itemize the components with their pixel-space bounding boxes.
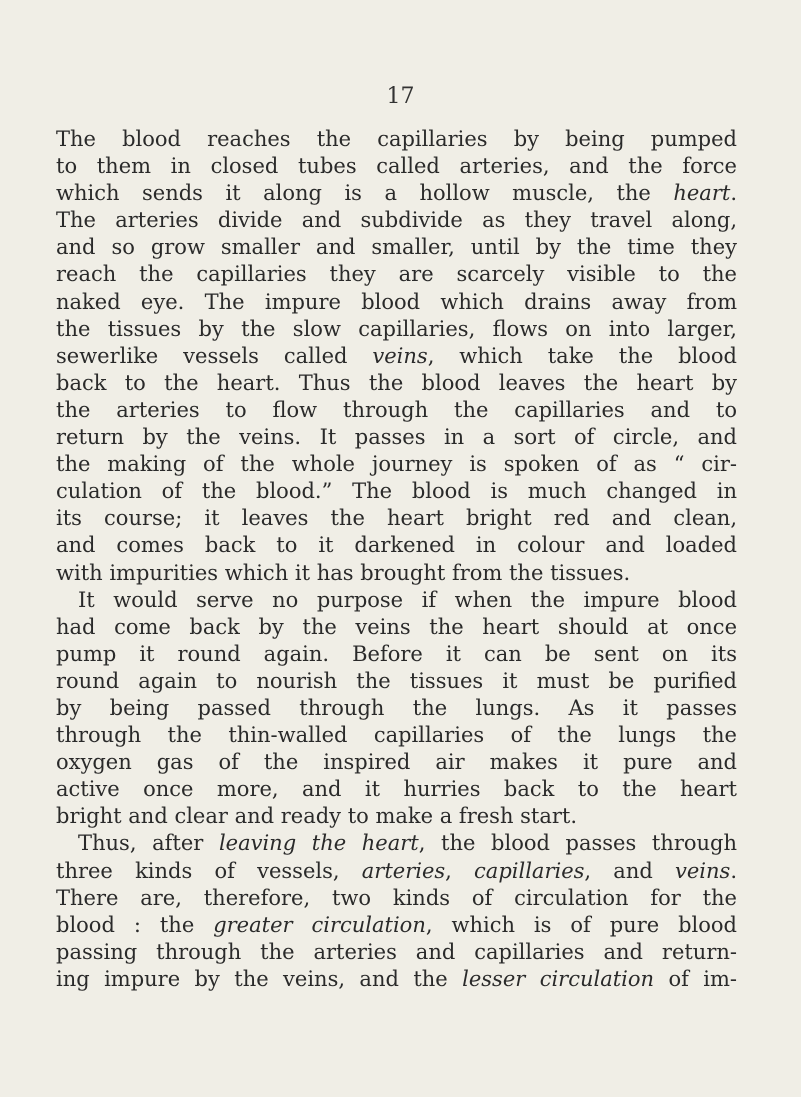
text-line bbox=[56, 587, 737, 614]
text-run: to them in closed tubes called arteries, and the force bbox=[56, 154, 737, 179]
text-run: the making of the whole journey is spoken of as “ cir- bbox=[56, 452, 737, 477]
text-line bbox=[56, 505, 737, 532]
text-run: , the blood passes through bbox=[418, 831, 737, 856]
text-run: round again to nourish the tissues it must be purified bbox=[56, 668, 737, 693]
text-line bbox=[56, 966, 737, 993]
text-run: back to the heart. Thus the blood leaves the heart by bbox=[56, 370, 737, 395]
text-run: ing impure by the veins, and the bbox=[56, 966, 463, 991]
text-run: . bbox=[730, 181, 737, 206]
italic-term: capillaries bbox=[474, 858, 585, 883]
text-run: , which is of pure blood bbox=[425, 912, 737, 937]
text-run: active once more, and it hurries back to the heart bbox=[56, 777, 737, 802]
text-line bbox=[56, 478, 737, 505]
text-run: The arteries divide and subdivide as they travel along, bbox=[56, 208, 737, 233]
text-run: the arteries to flow through the capillaries and to bbox=[56, 397, 737, 422]
text-line bbox=[56, 261, 737, 288]
text-run: Thus, after bbox=[78, 831, 219, 856]
italic-term: leaving the heart bbox=[218, 831, 419, 856]
italic-term: veins bbox=[675, 858, 731, 883]
text-line bbox=[56, 641, 737, 668]
text-run: return by the veins. It passes in a sort of circle, and bbox=[56, 425, 737, 450]
italic-term: arteries bbox=[361, 858, 446, 883]
text-line bbox=[56, 343, 737, 370]
text-line bbox=[56, 316, 737, 343]
text-run: , and bbox=[584, 858, 675, 883]
text-line bbox=[56, 776, 737, 803]
text-run: by being passed through the lungs. As it passes bbox=[56, 695, 737, 720]
italic-term: lesser circulation bbox=[462, 966, 655, 991]
body-text bbox=[56, 126, 737, 993]
text-run: reach the capillaries they are scarcely visible to the bbox=[56, 262, 737, 287]
text-line bbox=[56, 668, 737, 695]
text-line bbox=[56, 695, 737, 722]
text-run: with impurities which it has brought from the tissues. bbox=[56, 560, 631, 585]
italic-term: greater circulation bbox=[213, 912, 426, 937]
text-run: bright and clear and ready to make a fresh start. bbox=[56, 804, 578, 829]
text-run: . bbox=[730, 858, 737, 883]
text-line bbox=[56, 207, 737, 234]
text-run: pump it round again. Before it can be sent on its bbox=[56, 641, 737, 666]
text-run: and so grow smaller and smaller, until by the time they bbox=[56, 235, 737, 260]
text-line bbox=[56, 830, 737, 857]
text-line bbox=[56, 397, 737, 424]
text-run: passing through the arteries and capillaries and return- bbox=[56, 939, 737, 964]
text-line bbox=[56, 424, 737, 451]
text-line bbox=[56, 560, 737, 587]
text-run: of im- bbox=[654, 966, 737, 991]
text-line bbox=[56, 803, 737, 830]
text-line bbox=[56, 885, 737, 912]
text-line bbox=[56, 153, 737, 180]
italic-term: veins bbox=[372, 343, 428, 368]
text-line bbox=[56, 939, 737, 966]
text-run: oxygen gas of the inspired air makes it pure and bbox=[56, 750, 737, 775]
text-line bbox=[56, 912, 737, 939]
text-run: and comes back to it darkened in colour and loaded bbox=[56, 533, 737, 558]
text-run: naked eye. The impure blood which drains away from bbox=[56, 289, 737, 314]
text-line bbox=[56, 289, 737, 316]
text-run: culation of the blood.” The blood is much changed in bbox=[56, 479, 737, 504]
text-line bbox=[56, 858, 737, 885]
italic-term: heart bbox=[673, 181, 731, 206]
page-number: 17 bbox=[386, 84, 415, 109]
text-run: The blood reaches the capillaries by being pumped bbox=[56, 127, 737, 151]
text-run: which sends it along is a hollow muscle, the bbox=[56, 181, 674, 206]
text-run: three kinds of vessels, bbox=[56, 858, 362, 883]
text-run: , which take the blood bbox=[427, 343, 737, 368]
text-line bbox=[56, 370, 737, 397]
text-line bbox=[56, 180, 737, 207]
text-run: There are, therefore, two kinds of circulation for the bbox=[56, 885, 737, 910]
text-line bbox=[56, 126, 737, 153]
text-run: had come back by the veins the heart should at once bbox=[56, 614, 737, 639]
text-run: its course; it leaves the heart bright red and clean, bbox=[56, 506, 737, 531]
text-run: through the thin-walled capillaries of the lungs the bbox=[56, 723, 737, 748]
text-line bbox=[56, 532, 737, 559]
text-run: blood : the bbox=[56, 912, 214, 937]
text-line bbox=[56, 234, 737, 261]
text-line bbox=[56, 749, 737, 776]
text-run: sewerlike vessels called bbox=[56, 343, 373, 368]
text-run: the tissues by the slow capillaries, flows on into larger, bbox=[56, 316, 737, 341]
text-line bbox=[56, 722, 737, 749]
text-line bbox=[56, 451, 737, 478]
text-run: It would serve no purpose if when the impure blood bbox=[78, 587, 737, 612]
text-line bbox=[56, 614, 737, 641]
text-run: , bbox=[445, 858, 475, 883]
